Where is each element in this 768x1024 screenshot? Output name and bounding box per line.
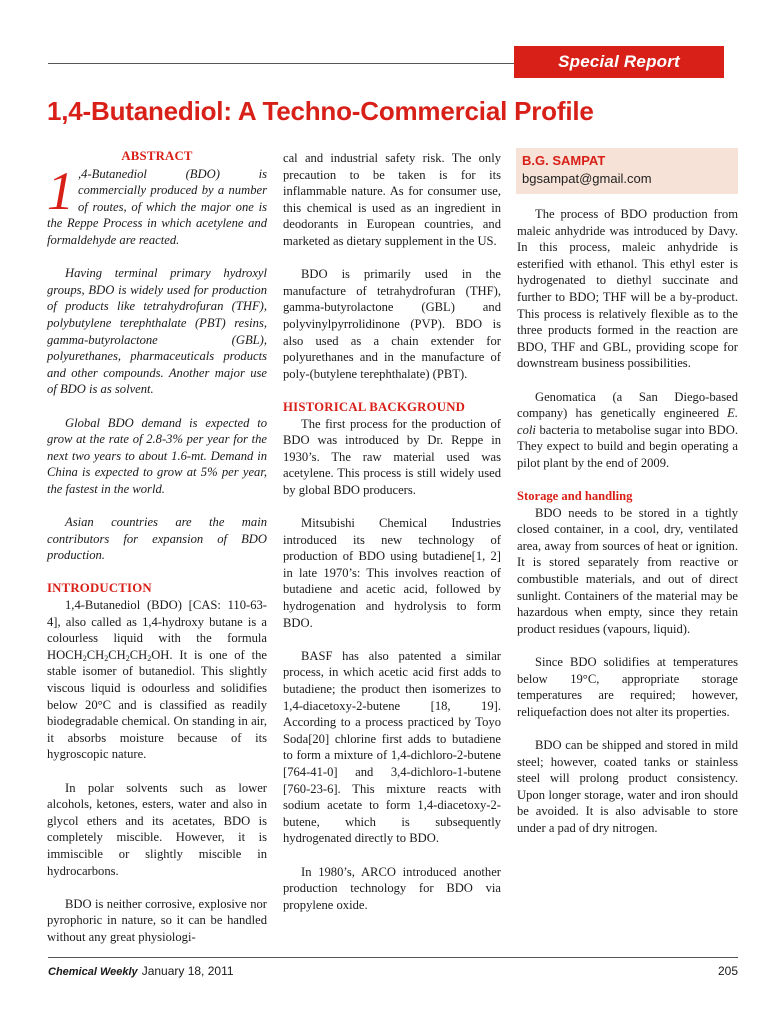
column-2 xyxy=(283,150,501,913)
footer-rule xyxy=(48,957,738,958)
storage-paragraph-1: BDO needs to be stored in a tightly closed container, in a cool, dry, ventilated area, away from sources of heat or ignition. It is stored separately from reactive or combustible materials, and out of direct sunlight. Containers of the material may be hazardous when empty, since they retain product residues (vapours, liquid). xyxy=(517,505,738,636)
footer-info xyxy=(48,964,234,978)
author-email[interactable]: bgsampat@gmail.com xyxy=(522,171,652,186)
column-1 xyxy=(47,148,267,946)
column2-paragraph-2: BDO is primarily used in the manufacture of tetrahydrofuran (THF), gamma-butyrolactone (GBL) and polyvinylpyrrolidinone (PVP). BDO is also used as a chain extender for polyurethanes and in the manufacture of poly-(butylene terephthalate) (PBT). xyxy=(283,267,501,381)
publication-date: January 18, 2011 xyxy=(141,964,234,978)
history-paragraph-3: BASF has also patented a similar process, in which acetic acid first adds to butadiene; the product then isomerizes to 1,4-diacetoxy-2-butene [18, 19]. According to a process practiced by Toyo Soda[20] chlorine first adds to butadiene to form a mixture of 1,4-dichloro-2-butene [764-41-0] and 3,4-dichloro-1-butene [760-23-6]. This mixture reacts with sodium acetate to form 1,4-diacetoxy-2-butene, which is subsequently hydrogenated directly to BDO. xyxy=(283,648,501,846)
abstract-paragraph-4: Asian countries are the main contributors for expansion of BDO production. xyxy=(47,515,267,563)
history-heading: HISTORICAL BACKGROUND xyxy=(283,399,466,414)
column2-paragraph-1: cal and industrial safety risk. The only precaution to be taken is for its inflammable nature. As for consumer use, this chemical is used as an ingredient in deodorants in European countries, and marketed as dietary supplement in the US. xyxy=(283,151,501,248)
abstract-paragraph-1: 1 ,4-Butanediol (BDO) is commercially produced by a number of routes, of which the major one is the Reppe Process in which acetylene and formaldehyde are reacted. xyxy=(47,160,267,247)
storage-paragraph-2: Since BDO solidifies at temperatures below 19°C, appropriate storage temperatures are required; however, reliquefaction does not alter its properties. xyxy=(517,655,738,719)
introduction-paragraph-1: 1,4-Butanediol (BDO) [CAS: 110-63-4], also called as 1,4-hydroxy butane is a colourless liquid with the formula $HOCH_2CH_2CH_2CH_2OH$. It is one of the stable isomer of butanediol. This slightly viscous liquid is odourless and solidifies below 20°C and is classified as readily biodegradable chemical. On standing in air, it absorbs moisture because of its hygroscopic nature. xyxy=(47,598,267,762)
column-3 xyxy=(517,148,738,837)
header-rule xyxy=(48,63,515,64)
publication-name: Chemical Weekly xyxy=(48,966,138,978)
storage-paragraph-3: BDO can be shipped and stored in mild steel; however, coated tanks or stainless steel will prolong product consistency. Upon longer storage, water and iron should be avoided. It is also advisable to store under a pad of dry nitrogen. xyxy=(517,738,738,835)
abstract-paragraph-2: Having terminal primary hydroxyl groups, BDO is widely used for production of products like tetrahydrofuran (THF), polybutylene terephthalate (PBT) resins, gamma-butyrolactone (GBL), polyurethanes, pharmaceuticals products and other compounds. Another major use of BDO is as solvent. xyxy=(47,266,267,397)
abstract-heading: ABSTRACT xyxy=(121,149,193,163)
column3-paragraph-2: Genomatica (a San Diego-based company) has genetically engineered E. coli bacteria to metabolise sugar into BDO. They expect to build and begin operating a pilot plant by the end of 2009. xyxy=(517,389,738,470)
storage-heading: Storage and handling xyxy=(517,489,633,504)
introduction-paragraph-3: BDO is neither corrosive, explosive nor pyrophoric in nature, so it can be handled without any great physiologi- xyxy=(47,896,267,944)
drop-cap: 1 xyxy=(47,160,74,221)
column3-paragraph-1: The process of BDO production from maleic anhydride was introduced by Davy. In this process, maleic anhydride is esterified with ethanol. This ethyl ester is hydrogenated to diethyl succinate and further to BDO; THF will be a by-product. This process is relatively flexible as to the three products formed in the reaction are BDO, THF and GBL, providing scope for downstream business possibilities. xyxy=(517,207,738,371)
history-paragraph-1: The first process for the production of BDO was introduced by Dr. Reppe in 1930’s. The raw material used was acetylene. This process is still widely used by global BDO producers. xyxy=(283,416,501,497)
author-box xyxy=(516,148,738,194)
history-paragraph-2: Mitsubishi Chemical Industries introduced its new technology of production of BDO using butadiene[1, 2] in late 1970’s: This involves reaction of butadiene and acetic acid, followed by hydrogenation and hydrolysis to form BDO. xyxy=(283,516,501,630)
section-label: Special Report xyxy=(514,46,724,78)
author-name: B.G. SAMPAT xyxy=(522,153,606,168)
introduction-heading: INTRODUCTION xyxy=(47,581,152,596)
abstract-paragraph-3: Global BDO demand is expected to grow at the rate of 2.8-3% per year for the next two years to about 1.6-mt. Demand in China is expected to grow at 5% per year, the fastest in the world. xyxy=(47,415,267,496)
introduction-paragraph-2: In polar solvents such as lower alcohols, ketones, esters, water and also in glycol ethers and its acetates, BDO is completely miscible. However, it is immiscible or slightly miscible in hydrocarbons. xyxy=(47,780,267,878)
article-title: 1,4-Butanediol: A Techno-Commercial Profile xyxy=(47,96,594,126)
history-paragraph-4: In 1980’s, ARCO introduced another production technology for BDO via propylene oxide. xyxy=(283,864,501,912)
page-number: 205 xyxy=(717,964,738,978)
